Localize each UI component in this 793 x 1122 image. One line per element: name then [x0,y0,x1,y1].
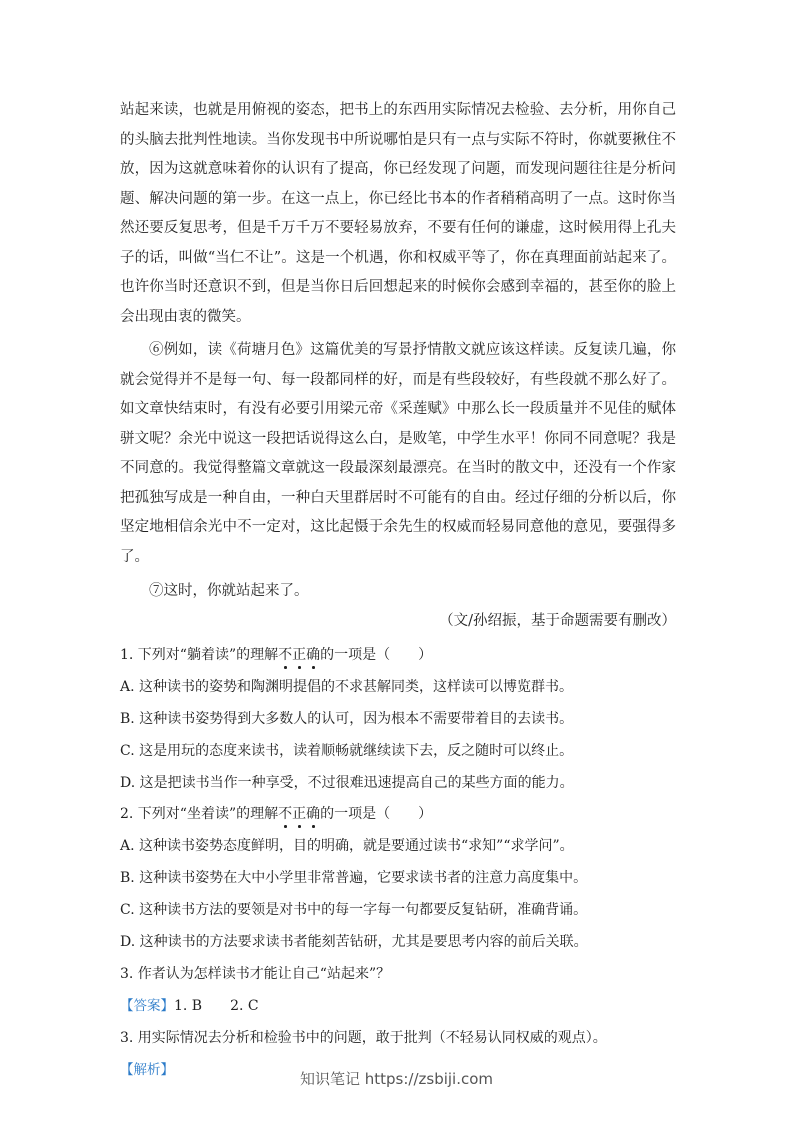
question-1-stem-before: 1. 下列对“躺着读”的理解 [120,646,279,663]
question-2-stem-after: 的一项是（ ） [320,805,433,822]
emphasis-char: 正 [292,646,307,663]
emphasis-char: 确 [306,805,321,822]
question-1-option-a: A. 这种读书的姿势和陶渊明提倡的不求甚解同类，这样读可以博览群书。 [120,678,574,695]
question-1-stem-after: 的一项是（ ） [320,646,433,663]
article-source: （文/孙绍振，基于命题需要有删改） [439,612,676,629]
emphasis-char: 不 [278,646,293,663]
article-paragraph-5: 站起来读，也就是用俯视的姿态，把书上的东西用实际情况去检验、去分析，用你自己的头脑去批判性地读。当你发现书中所说哪怕是只有一点与实际不符时，你就要揪住不放，因为这就意味着你的认识有了提高，你已经发现了问题，而发现问题往往是分析问题、解决问题的第一步。在这一点上，你已经比书本的作者稍稍高明了一点。这时你当然还要反复思考，但是千万千万不要轻易放弃，不要有任何的谦虚，这时候用得上孔夫子的话，叫做“当仁不让”。这是一个机遇，你和权威平等了，你在真理面前站起来了。也许你当时还意识不到，但是当你日后回想起来的时候你会感到幸福的，甚至你的脸上会出现由衷的微笑。 [120,102,676,325]
answer-question-3: 3. 用实际情况去分析和检验书中的问题，敢于批判（不轻易认同权威的观点）。 [120,1029,607,1046]
question-3-stem: 3. 作者认为怎样读书才能让自己“站起来”？ [120,965,391,982]
question-2-option-a: A. 这种读书姿势态度鲜明，目的明确，就是要通过读书“求知”“求学问”。 [120,837,574,854]
emphasis-char: 确 [306,646,321,663]
question-2-option-d: D. 这种读书的方法要求读书者能刻苦钻研，尤其是要思考内容的前后关联。 [120,933,588,950]
emphasis-char: 正 [292,805,307,822]
question-2-stem-before: 2. 下列对“坐着读”的理解 [120,805,279,822]
question-1-option-d: D. 这是把读书当作一种享受，不过很难迅速提高自己的某些方面的能力。 [120,774,574,791]
question-1-stem [120,645,676,665]
question-2 [120,804,676,952]
article-paragraph-6: ⑥例如，读《荷塘月色》这篇优美的写景抒情散文就应该这样读。反复读几遍，你就会觉得并不是每一句、每一段都同样的好，而是有些段较好，有些段就不那么好了。如文章快结束时，有没有必要引用梁元帝《采莲赋》中那么长一段质量并不见佳的赋体骈文呢？余光中说这一段把话说得这么白，是败笔，中学生水平！你同不同意呢？我是不同意的。我觉得整篇文章就这一段最深刻最漂亮。在当时的散文中，还没有一个作家把孤独写成是一种自由，一种白天里群居时不可能有的自由。经过仔细的分析以后，你坚定地相信余光中不一定对，这比起慑于余先生的权威而轻易同意他的意见，要强得多了。 [120,342,676,565]
question-1-option-c: C. 这是用玩的态度来读书，读着顺畅就继续读下去，反之随时可以终止。 [120,742,574,759]
article-paragraph-7: ⑦这时，你就站起来了。 [149,583,309,599]
answer-choices: 1. B 2. C [174,997,259,1014]
exam-page [120,96,676,1080]
analysis-tag: 【解析】 [120,1061,174,1078]
question-1 [120,645,676,793]
question-1-option-b: B. 这种读书姿势得到大多数人的认可，因为根本不需要带着目的去读书。 [120,710,574,727]
answer-tag: 【答案】 [120,997,174,1014]
answer-line [120,996,676,1016]
question-2-option-b: B. 这种读书姿势在大中小学里非常普遍，它要求读书者的注意力高度集中。 [120,869,588,886]
question-2-stem [120,804,676,824]
site-watermark: 知识笔记 https://zsbiji.com [299,1070,494,1088]
emphasis-char: 不 [278,805,293,822]
question-2-option-c: C. 这种读书方法的要领是对书中的每一字每一句都要反复钻研，准确背诵。 [120,901,588,918]
